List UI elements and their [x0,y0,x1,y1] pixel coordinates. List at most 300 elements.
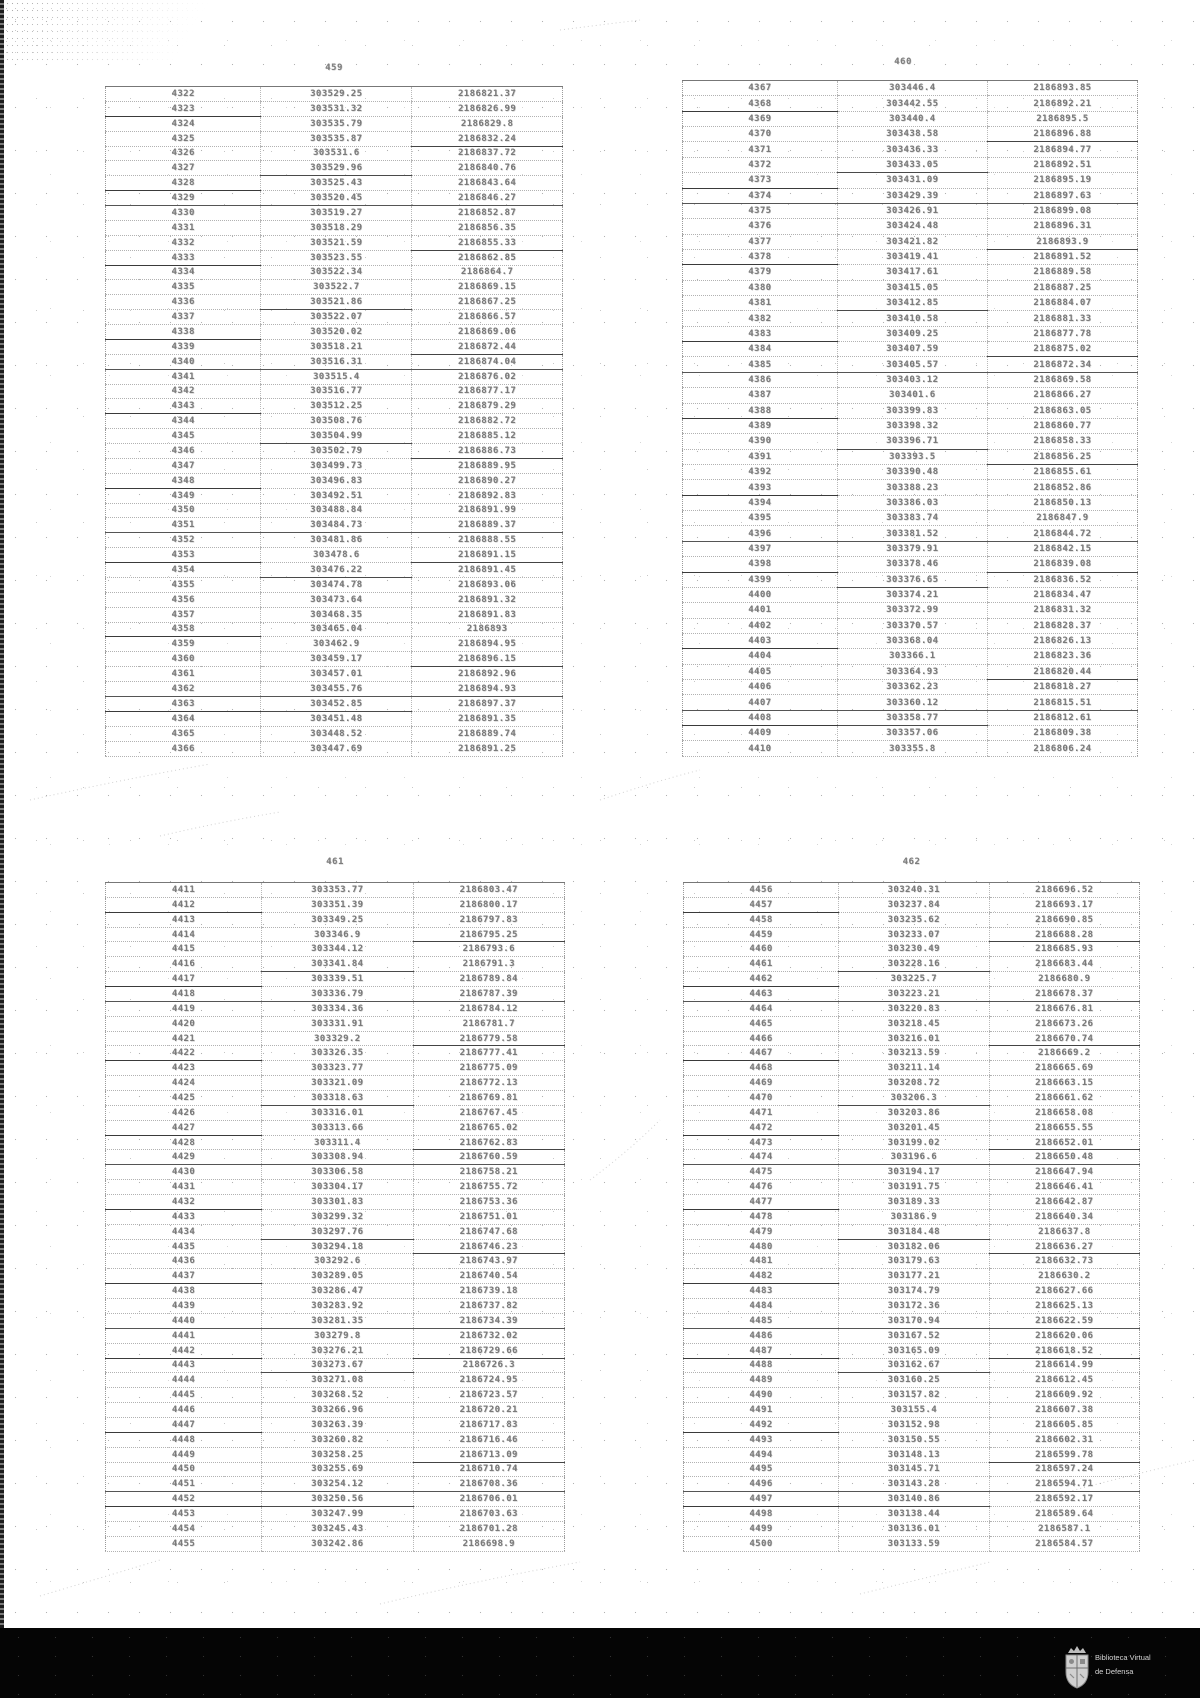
y-coordinate-cell: 2186716.46 [413,1432,565,1447]
x-coordinate-cell: 303515.4 [261,369,412,384]
y-coordinate-cell: 2186724.95 [413,1373,565,1388]
y-coordinate-cell: 2186889.74 [412,726,563,741]
table-row [106,399,563,414]
table-row [106,1239,565,1254]
y-coordinate-cell: 2186772.13 [413,1076,565,1091]
point-id-cell: 4453 [106,1507,262,1522]
table-row [684,1299,1140,1314]
x-coordinate-cell: 303184.48 [839,1224,989,1239]
table-row [684,1046,1140,1061]
x-coordinate-cell: 303436.33 [837,142,987,157]
y-coordinate-cell: 2186777.41 [413,1046,565,1061]
point-id-cell: 4459 [684,927,839,942]
x-coordinate-cell: 303294.18 [262,1239,413,1254]
x-coordinate-cell: 303273.67 [262,1358,413,1373]
y-coordinate-cell: 2186658.08 [989,1105,1140,1120]
y-coordinate-cell: 2186860.77 [987,418,1137,433]
y-coordinate-cell: 2186876.02 [412,369,563,384]
y-coordinate-cell: 2186832.24 [412,131,563,146]
point-id-cell: 4447 [106,1417,262,1432]
x-coordinate-cell: 303447.69 [261,741,412,757]
y-coordinate-cell: 2186899.08 [987,203,1137,218]
point-id-cell: 4452 [106,1492,262,1507]
point-id-cell: 4362 [106,682,261,697]
table-row [106,444,563,459]
y-coordinate-cell: 2186852.87 [412,206,563,221]
point-id-cell: 4454 [106,1521,262,1536]
point-id-cell: 4437 [106,1269,262,1284]
point-id-cell: 4325 [106,131,261,146]
x-coordinate-cell: 303410.58 [837,311,987,326]
x-coordinate-cell: 303138.44 [839,1507,989,1522]
point-id-cell: 4450 [106,1462,262,1477]
x-coordinate-cell: 303516.31 [261,354,412,369]
table-row [106,146,563,161]
x-coordinate-cell: 303529.96 [261,161,412,176]
table-row [684,1195,1140,1210]
point-id-cell: 4331 [106,220,261,235]
point-id-cell: 4432 [106,1195,262,1210]
table-row [683,434,1138,449]
y-coordinate-cell: 2186887.25 [987,280,1137,295]
table-row [106,1165,565,1180]
point-id-cell: 4476 [684,1180,839,1195]
library-crest-icon [1062,1644,1092,1690]
crest-shape [1066,1646,1088,1688]
point-id-cell: 4481 [684,1254,839,1269]
point-id-cell: 4463 [684,987,839,1002]
table-row [106,384,563,399]
point-id-cell: 4457 [684,897,839,912]
table-row [683,403,1138,418]
y-coordinate-cell: 2186622.59 [989,1313,1140,1328]
coordinate-sheet-top-left [105,63,563,757]
table-row [683,511,1138,526]
x-coordinate-cell: 303459.17 [261,652,412,667]
y-coordinate-cell: 2186889.37 [412,518,563,533]
y-coordinate-cell: 2186791.3 [413,957,565,972]
table-row [106,1477,565,1492]
x-coordinate-cell: 303247.99 [262,1507,413,1522]
y-coordinate-cell: 2186867.25 [412,295,563,310]
point-id-cell: 4456 [684,883,839,898]
table-row [684,1239,1140,1254]
x-coordinate-cell: 303150.55 [839,1432,989,1447]
table-row [106,458,563,473]
point-id-cell: 4356 [106,592,261,607]
point-id-cell: 4442 [106,1343,262,1358]
y-coordinate-cell: 2186740.54 [413,1269,565,1284]
x-coordinate-cell: 303283.92 [262,1299,413,1314]
point-id-cell: 4383 [683,326,838,341]
y-coordinate-cell: 2186717.83 [413,1417,565,1432]
table-row [684,1061,1140,1076]
y-coordinate-cell: 2186769.81 [413,1091,565,1106]
x-coordinate-cell: 303321.09 [262,1076,413,1091]
point-id-cell: 4444 [106,1373,262,1388]
y-coordinate-cell: 2186751.01 [413,1209,565,1224]
x-coordinate-cell: 303484.73 [261,518,412,533]
point-id-cell: 4385 [683,357,838,372]
point-id-cell: 4412 [106,897,262,912]
point-id-cell: 4424 [106,1076,262,1091]
point-id-cell: 4472 [684,1120,839,1135]
y-coordinate-cell: 2186894.93 [412,682,563,697]
point-id-cell: 4357 [106,607,261,622]
x-coordinate-cell: 303148.13 [839,1447,989,1462]
point-id-cell: 4461 [684,957,839,972]
point-id-cell: 4361 [106,667,261,682]
x-coordinate-cell: 303155.4 [839,1403,989,1418]
table-row [106,577,563,592]
y-coordinate-cell: 2186688.28 [989,927,1140,942]
x-coordinate-cell: 303223.21 [839,987,989,1002]
point-id-cell: 4474 [684,1150,839,1165]
point-id-cell: 4330 [106,206,261,221]
page-number: 460 [894,57,912,67]
coordinate-sheet-bottom-right [683,857,1140,1552]
table-row [106,883,565,898]
table-row [684,1358,1140,1373]
point-id-cell: 4343 [106,399,261,414]
y-coordinate-cell: 2186652.01 [989,1135,1140,1150]
table-row [106,429,563,444]
x-coordinate-cell: 303326.35 [262,1046,413,1061]
x-coordinate-cell: 303194.17 [839,1165,989,1180]
x-coordinate-cell: 303520.45 [261,191,412,206]
point-id-cell: 4441 [106,1328,262,1343]
point-id-cell: 4355 [106,577,261,592]
x-coordinate-cell: 303339.51 [262,972,413,987]
y-coordinate-cell: 2186620.06 [989,1328,1140,1343]
x-coordinate-cell: 303245.43 [262,1521,413,1536]
table-row [683,649,1138,664]
point-id-cell: 4495 [684,1462,839,1477]
table-row [106,235,563,250]
scan-noise-corner [0,0,230,62]
table-row [106,1269,565,1284]
y-coordinate-cell: 2186889.95 [412,458,563,473]
table-row [683,280,1138,295]
y-coordinate-cell: 2186815.51 [987,695,1137,710]
y-coordinate-cell: 2186584.57 [989,1536,1140,1551]
table-row [684,987,1140,1002]
table-row [106,1462,565,1477]
point-id-cell: 4425 [106,1091,262,1106]
x-coordinate-cell: 303429.39 [837,188,987,203]
point-id-cell: 4430 [106,1165,262,1180]
x-coordinate-cell: 303258.25 [262,1447,413,1462]
table-row [683,188,1138,203]
point-id-cell: 4367 [683,81,838,96]
table-row [683,372,1138,387]
x-coordinate-cell: 303304.17 [262,1180,413,1195]
point-id-cell: 4409 [683,726,838,741]
point-id-cell: 4368 [683,96,838,111]
table-row [684,1076,1140,1091]
crest-charge [1080,1659,1085,1664]
y-coordinate-cell: 2186787.39 [413,987,565,1002]
y-coordinate-cell: 2186640.34 [989,1209,1140,1224]
x-coordinate-cell: 303520.02 [261,325,412,340]
table-row [684,1373,1140,1388]
y-coordinate-cell: 2186837.72 [412,146,563,161]
y-coordinate-cell: 2186665.69 [989,1061,1140,1076]
point-id-cell: 4398 [683,557,838,572]
table-row [106,116,563,131]
point-id-cell: 4435 [106,1239,262,1254]
x-coordinate-cell: 303306.58 [262,1165,413,1180]
y-coordinate-cell: 2186607.38 [989,1403,1140,1418]
table-row [683,219,1138,234]
point-id-cell: 4382 [683,311,838,326]
y-coordinate-cell: 2186897.63 [987,188,1137,203]
table-row [106,1016,565,1031]
table-row [683,633,1138,648]
y-coordinate-cell: 2186760.59 [413,1150,565,1165]
table-row [106,250,563,265]
point-id-cell: 4483 [684,1284,839,1299]
y-coordinate-cell: 2186826.13 [987,633,1137,648]
x-coordinate-cell: 303370.57 [837,618,987,633]
y-coordinate-cell: 2186767.45 [413,1105,565,1120]
point-id-cell: 4410 [683,741,838,757]
y-coordinate-cell: 2186655.55 [989,1120,1140,1135]
table-row [106,987,565,1002]
point-id-cell: 4446 [106,1403,262,1418]
point-id-cell: 4488 [684,1358,839,1373]
y-coordinate-cell: 2186840.76 [412,161,563,176]
point-id-cell: 4417 [106,972,262,987]
x-coordinate-cell: 303398.32 [837,418,987,433]
x-coordinate-cell: 303344.12 [262,942,413,957]
x-coordinate-cell: 303465.04 [261,622,412,637]
x-coordinate-cell: 303301.83 [262,1195,413,1210]
x-coordinate-cell: 303266.96 [262,1403,413,1418]
x-coordinate-cell: 303206.3 [839,1091,989,1106]
point-id-cell: 4381 [683,296,838,311]
x-coordinate-cell: 303529.25 [261,87,412,102]
x-coordinate-cell: 303496.83 [261,473,412,488]
table-row [683,495,1138,510]
x-coordinate-cell: 303143.28 [839,1477,989,1492]
y-coordinate-cell: 2186834.47 [987,587,1137,602]
point-id-cell: 4465 [684,1016,839,1031]
table-row [683,557,1138,572]
point-id-cell: 4384 [683,342,838,357]
y-coordinate-cell: 2186720.21 [413,1403,565,1418]
table-row [106,652,563,667]
x-coordinate-cell: 303233.07 [839,927,989,942]
crest-crown [1068,1646,1086,1653]
y-coordinate-cell: 2186836.52 [987,572,1137,587]
point-id-cell: 4376 [683,219,838,234]
point-id-cell: 4484 [684,1299,839,1314]
table-row [683,618,1138,633]
x-coordinate-cell: 303268.52 [262,1388,413,1403]
table-row [684,1388,1140,1403]
point-id-cell: 4397 [683,541,838,556]
y-coordinate-cell: 2186723.57 [413,1388,565,1403]
point-id-cell: 4333 [106,250,261,265]
point-id-cell: 4370 [683,127,838,142]
y-coordinate-cell: 2186884.07 [987,296,1137,311]
table-row [684,1165,1140,1180]
table-row [106,339,563,354]
x-coordinate-cell: 303522.7 [261,280,412,295]
y-coordinate-cell: 2186894.77 [987,142,1137,157]
y-coordinate-cell: 2186779.58 [413,1031,565,1046]
table-row [106,1001,565,1016]
x-coordinate-cell: 303478.6 [261,548,412,563]
table-row [684,1254,1140,1269]
x-coordinate-cell: 303376.65 [837,572,987,587]
point-id-cell: 4341 [106,369,261,384]
point-id-cell: 4323 [106,101,261,116]
table-row [106,957,565,972]
point-id-cell: 4349 [106,488,261,503]
table-row [106,1432,565,1447]
x-coordinate-cell: 303211.14 [839,1061,989,1076]
x-coordinate-cell: 303297.76 [262,1224,413,1239]
x-coordinate-cell: 303516.77 [261,384,412,399]
table-row [106,1254,565,1269]
table-row [106,473,563,488]
point-id-cell: 4468 [684,1061,839,1076]
y-coordinate-cell: 2186843.64 [412,176,563,191]
point-id-cell: 4337 [106,310,261,325]
x-coordinate-cell: 303170.94 [839,1313,989,1328]
x-coordinate-cell: 303237.84 [839,897,989,912]
x-coordinate-cell: 303316.01 [262,1105,413,1120]
x-coordinate-cell: 303292.6 [262,1254,413,1269]
point-id-cell: 4358 [106,622,261,637]
y-coordinate-cell: 2186614.99 [989,1358,1140,1373]
x-coordinate-cell: 303455.76 [261,682,412,697]
table-row [684,957,1140,972]
y-coordinate-cell: 2186874.04 [412,354,563,369]
table-row [106,87,563,102]
table-row [106,518,563,533]
y-coordinate-cell: 2186821.37 [412,87,563,102]
point-id-cell: 4338 [106,325,261,340]
x-coordinate-cell: 303504.99 [261,429,412,444]
x-coordinate-cell: 303473.64 [261,592,412,607]
table-row [106,1209,565,1224]
y-coordinate-cell: 2186869.15 [412,280,563,295]
coordinate-table [105,86,563,757]
table-row [106,1076,565,1091]
scan-streak [600,770,700,800]
table-row [683,603,1138,618]
x-coordinate-cell: 303346.9 [262,927,413,942]
page-number: 459 [325,63,343,73]
x-coordinate-cell: 303535.79 [261,116,412,131]
x-coordinate-cell: 303260.82 [262,1432,413,1447]
coordinate-table [683,882,1140,1552]
point-id-cell: 4406 [683,680,838,695]
y-coordinate-cell: 2186850.13 [987,495,1137,510]
x-coordinate-cell: 303452.85 [261,696,412,711]
y-coordinate-cell: 2186879.29 [412,399,563,414]
table-row [106,354,563,369]
table-row [683,111,1138,126]
point-id-cell: 4352 [106,533,261,548]
x-coordinate-cell: 303409.25 [837,326,987,341]
table-row [683,449,1138,464]
y-coordinate-cell: 2186698.9 [413,1536,565,1551]
x-coordinate-cell: 303353.77 [262,883,413,898]
table-row [683,388,1138,403]
point-id-cell: 4449 [106,1447,262,1462]
point-id-cell: 4479 [684,1224,839,1239]
x-coordinate-cell: 303152.98 [839,1417,989,1432]
x-coordinate-cell: 303228.16 [839,957,989,972]
table-row [684,1462,1140,1477]
y-coordinate-cell: 2186602.31 [989,1432,1140,1447]
point-id-cell: 4403 [683,633,838,648]
x-coordinate-cell: 303379.91 [837,541,987,556]
y-coordinate-cell: 2186673.26 [989,1016,1140,1031]
y-coordinate-cell: 2186852.86 [987,480,1137,495]
y-coordinate-cell: 2186872.44 [412,339,563,354]
table-row [106,563,563,578]
table-row [684,1507,1140,1522]
x-coordinate-cell: 303378.46 [837,557,987,572]
x-coordinate-cell: 303299.32 [262,1209,413,1224]
x-coordinate-cell: 303442.55 [837,96,987,111]
point-id-cell: 4470 [684,1091,839,1106]
table-row [106,1343,565,1358]
table-row [683,157,1138,172]
y-coordinate-cell: 2186881.33 [987,311,1137,326]
point-id-cell: 4328 [106,176,261,191]
y-coordinate-cell: 2186708.36 [413,1477,565,1492]
point-id-cell: 4419 [106,1001,262,1016]
coordinate-table-body [683,81,1138,757]
y-coordinate-cell: 2186803.47 [413,883,565,898]
x-coordinate-cell: 303186.9 [839,1209,989,1224]
y-coordinate-cell: 2186636.27 [989,1239,1140,1254]
y-coordinate-cell: 2186891.45 [412,563,563,578]
table-row [683,695,1138,710]
x-coordinate-cell: 303438.58 [837,127,987,142]
y-coordinate-cell: 2186713.09 [413,1447,565,1462]
x-coordinate-cell: 303331.91 [262,1016,413,1031]
y-coordinate-cell: 2186630.2 [989,1269,1140,1284]
x-coordinate-cell: 303349.25 [262,912,413,927]
y-coordinate-cell: 2186866.27 [987,388,1137,403]
point-id-cell: 4439 [106,1299,262,1314]
y-coordinate-cell: 2186877.78 [987,326,1137,341]
point-id-cell: 4345 [106,429,261,444]
table-row [683,587,1138,602]
point-id-cell: 4464 [684,1001,839,1016]
table-row [684,1328,1140,1343]
x-coordinate-cell: 303160.25 [839,1373,989,1388]
coordinate-table-body [106,883,565,1552]
x-coordinate-cell: 303242.86 [262,1536,413,1551]
point-id-cell: 4372 [683,157,838,172]
table-row [106,592,563,607]
table-row [106,1180,565,1195]
x-coordinate-cell: 303521.86 [261,295,412,310]
point-id-cell: 4389 [683,418,838,433]
point-id-cell: 4499 [684,1521,839,1536]
y-coordinate-cell: 2186737.82 [413,1299,565,1314]
point-id-cell: 4443 [106,1358,262,1373]
point-id-cell: 4326 [106,146,261,161]
